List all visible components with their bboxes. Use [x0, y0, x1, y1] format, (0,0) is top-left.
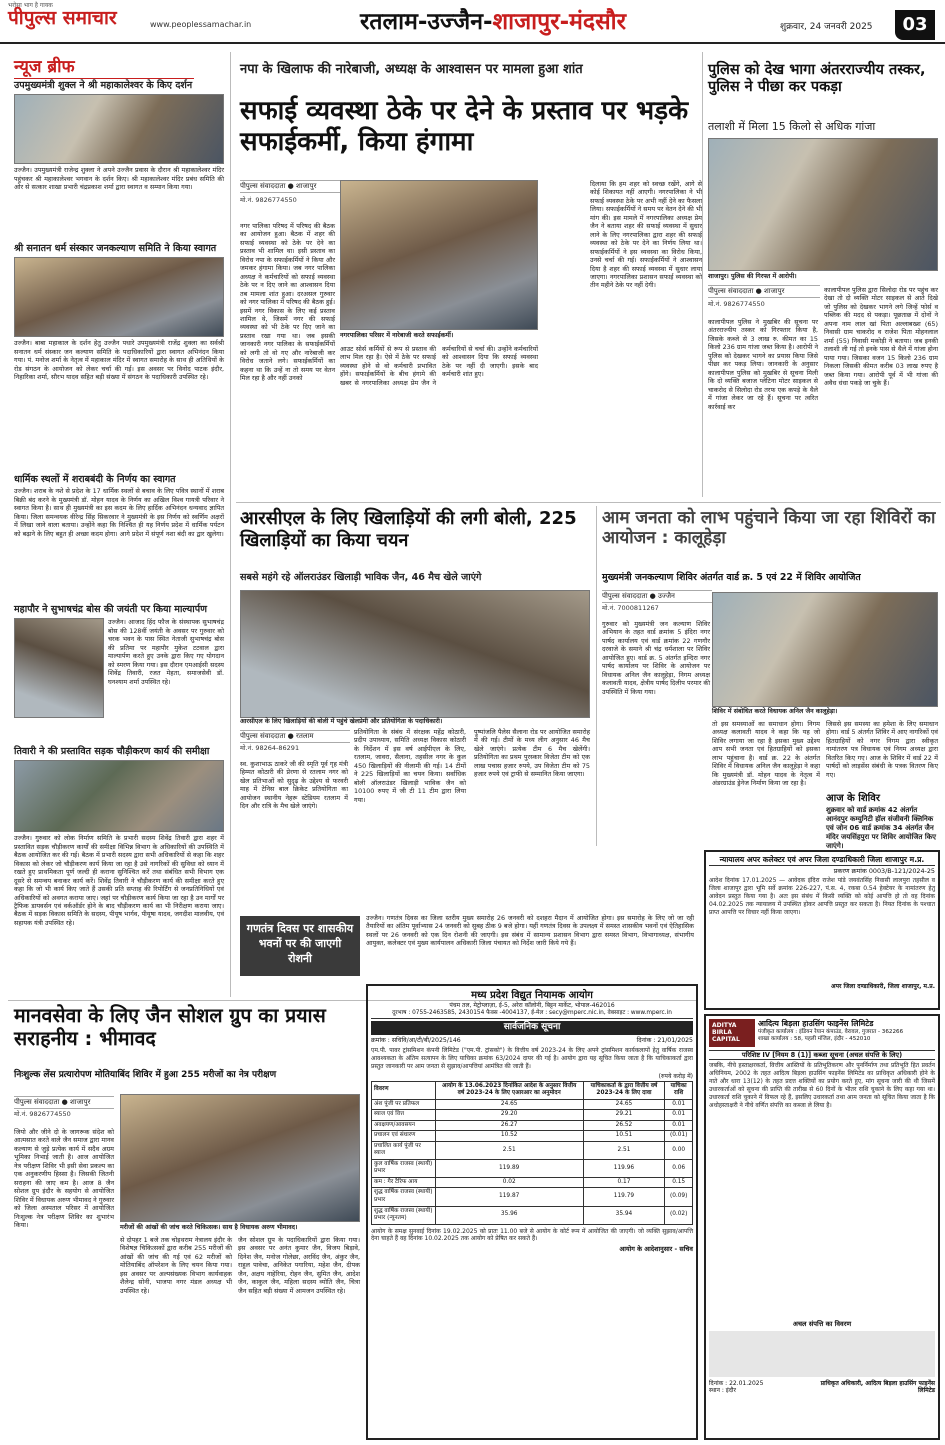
- notice-table-unit: (रुपये करोड़ में): [658, 1072, 693, 1080]
- rcl-subhead: सबसे महंगे रहे ऑलराउंडर खिलाड़ी भाविक जैन, 46 मैच खेले जाएंगे: [240, 572, 482, 583]
- table-cell: 29.21: [583, 1110, 665, 1121]
- today-camps-head: आज के शिविर: [826, 793, 880, 804]
- notice-ref-date: दिनांक : 21/01/2025: [636, 1037, 693, 1045]
- notice-address: पंचम तल, मेट्रोप्लाज़ा, ई-5, अरेरा कॉलोनी, बिट्टन मार्केट, भोपाल-462016: [449, 1002, 615, 1009]
- table-cell: 26.52: [583, 1120, 665, 1131]
- police-col-1: कालापीपल पुलिस ने मुखबिर की सूचना पर अंतरराज्यीय तस्कर को गिरफ्तार किया है, जिसके कब्जे से 3 लाख रु. कीमत का 15 किलो 236 ग्राम गांजा जब्त किया है। आरोपी ने पुलिस को देखकर भागने का प्रयास किया जिसे पीछा कर पकड़ लिया। जानकारी के अनुसार कालापीपल पुलिस को मुखबिर से सूचना मिली कि दो व्यक्ति बजाज प्लेटिना मोटर साइकल से चाकरोद से सिलोदा रोड तरफ एक कपड़े के थैले में गांजा लेकर जा रहे हैं। सूचना पर त्वरित कार्रवाई कर: [708, 318, 818, 411]
- section-divider: [236, 502, 941, 503]
- brief-headline: श्री सनातन धर्म संस्कार जनकल्याण समिति ने किया स्वागत: [14, 243, 217, 254]
- jain-byline: पीपुल्स संवाददाता ● शाजापुर: [14, 1096, 114, 1109]
- brief-photo: [14, 257, 224, 337]
- table-row: [372, 1177, 693, 1188]
- brief-text: उज्जैन। आजाद हिंद फौज के संस्थापक सुभाषचंद्र बोस की 128वीं जयंती के अवसर पर गुरुवार को चरक भवन के पास स्थित नेताजी सुभाषचंद्र बोस की प्रतिमा पर महापौर मुकेश टटवाल द्वारा माल्यार्पण करते हुए उनके द्वारा किए गए योगदान को स्मरण किया गया। इस दौरान एमआईसी सदस्य शिवेंद्र तिवारी, रजत मेहता, समाजसेवी डॉ. घनश्याम शर्मा उपस्थित रहे।: [108, 618, 224, 686]
- table-cell: 10.51: [583, 1131, 665, 1142]
- table-cell: 0.01: [665, 1099, 693, 1110]
- camp-photo-caption: शिविर में संबोधित करते विधायक अनिल जैन कालूहेड़ा।: [712, 708, 838, 715]
- table-cell: कुल वार्षिक राजस्व (स्थायी) प्रभार: [372, 1159, 436, 1177]
- brief-item-1: [14, 80, 224, 200]
- table-row: [372, 1099, 693, 1110]
- column-divider: [596, 506, 597, 846]
- camp-subhead: मुख्यमंत्री जनकल्याण शिविर अंतर्गत वार्ड क्र. 5 एवं 22 में शिविर आयोजित: [602, 572, 861, 583]
- table-cell: 26.27: [435, 1120, 583, 1131]
- table-cell: ब्याज एवं वित्त: [372, 1110, 436, 1121]
- today-camps-text: शुक्रवार को वार्ड क्रमांक 42 अंतर्गत आनंदपुर कम्युनिटी हॉल संजीवनी क्लिनिक एवं जोन 06 वार्ड क्रमांक 34 अंतर्गत जैन मंदिर जयसिंहपुरा पर शिविर आयोजित किए जाएंगे।: [826, 806, 936, 851]
- aditya-schedule-box: [709, 1331, 935, 1377]
- aditya-logo: ADITYA BIRLA CAPITAL: [709, 1019, 755, 1047]
- table-cell: (0.02): [665, 1206, 693, 1224]
- column-divider: [230, 52, 231, 997]
- lead-headline: सफाई व्यवस्था ठेके पर देने के प्रस्ताव पर भड़के सफाईकर्मी, किया हंगामा: [240, 96, 689, 158]
- table-cell: 0.17: [583, 1177, 665, 1188]
- table-row: [372, 1159, 693, 1177]
- court-case-number: प्रकरण क्रमांक 0003/B-121/2024-25: [833, 866, 935, 875]
- notice-paragraph: एम.पी. पावर ट्रांसमिशन कंपनी लिमिटेड ("एम.पी. ट्रांसको") के वित्तीय वर्ष 2023-24 के लिए अपने ट्रांसमिशन कार्यकलापों हेतु वार्षिक राजस्व आवश्यकता के अंतिम सत्यापन के लिए याचिका क्रमांक 63/2024 दायर की गई है। आयोग द्वारा यह सूचित किया जाता है कि याचिकाकर्ता द्वारा प्रस्तुत जानकारी पर आम जनता से सुझाव/आपत्तियां आमंत्रित की जाती हैं।: [371, 1047, 693, 1070]
- table-cell: 24.65: [583, 1099, 665, 1110]
- court-notice: [704, 850, 940, 1010]
- brief-item-2: [14, 243, 224, 463]
- table-body: [372, 1099, 693, 1224]
- aditya-notice-heading: परिशिष्ट IV [नियम 8 (1)] कब्जा सूचना (अचल संपत्ति के लिए): [709, 1050, 935, 1061]
- brief-headline: तिवारी ने की प्रस्तावित सड़क चौड़ीकरण कार्य की समीक्षा: [14, 746, 210, 757]
- table-cell: 119.96: [583, 1159, 665, 1177]
- table-row: [372, 1110, 693, 1121]
- table-cell: 10.52: [435, 1131, 583, 1142]
- camp-col-1: गुरुवार को मुख्यमंत्री जन कल्याण शिविर अभियान के तहत वार्ड क्रमांक 5 इंदिरा नगर पार्षद कार्यालय एवं वार्ड क्रमांक 22 गणगौर दरवाजे के समाने श्री चंद्र धर्मशाला पर शिविर आयोजित हुए। वार्ड क्र. 5 अंतर्गत इन्दिरा नगर पार्षद कार्यालय पर शिविर के आयोजन पर विधायक अनिल जैन कालूहेड़ा, निगम अध्यक्ष कलावती यादव, क्षेत्रीय पार्षद दिलीप परमार की उपस्थिति में किया गया।: [602, 620, 710, 696]
- police-photo: [708, 138, 938, 271]
- police-subhead: तलाशी में मिला 15 किलो से अधिक गांजा: [708, 120, 876, 133]
- lead-col-3: दिलाया कि हम शहर को स्वच्छ रखेंगे, आगे से कोई शिकायत नहीं आएगी। नगरपालिका ने भी सफाई व्यवस्था ठेके पर अभी नहीं देने का फैसला लिया। सफाईकर्मियों ने समय पर वेतन देने की भी मांग की। इस मामले में नगरपालिका अध्यक्ष प्रेम जैन ने बताया शहर की सफाई व्यवस्था में सुधार लाने के लिए नगरपालिका द्वारा शहर की सफाई व्यवस्था को ठेके पर देने का निर्णय लिया था। सफाईकर्मियों ने इस व्यवस्था का विरोध किया, उनसे चर्चा की गई। सफाईकर्मियों ने आश्वासन दिया है शहर की सफाई व्यवस्था में सुधार लाया जाएगा। नगरपालिका प्रशासन सफाई व्यवस्था को तीन महीने ठेके पर नहीं देगी।: [590, 180, 702, 290]
- camp-col-3: जिससे इस समस्या का हमेशा के लिए समाधान होगा। वार्ड 5 अंतर्गत शिविर में आए नागरिकों एवं हितग्राहियों को नगर निगम द्वारा स्वीकृत नामांतरण पत्र विधायक एवं निगम अध्यक्ष द्वारा वितरित किए गए। आज के शिविर में वार्ड 22 में पार्षदों को लाइसेंस संबंधी के पत्रक वितरण किए गए।: [826, 720, 938, 779]
- table-header-cell: याचिकाकर्ता के द्वारा वित्तीय वर्ष 2023-24 के लिए दावा: [583, 1081, 665, 1099]
- table-header-cell: आयोग के 13.06.2023 दिनांकित आदेश के अनुसार वित्तीय वर्ष 2023-24 के लिए एआरआर का अनुमोदन: [435, 1081, 583, 1099]
- table-cell: अवक्षयण/आवसयन: [372, 1120, 436, 1131]
- table-cell: 0.01: [665, 1120, 693, 1131]
- lead-photo: [340, 180, 538, 330]
- police-photo-caption: शाजापुर। पुलिस की गिरफ्त में आरोपी।: [708, 273, 797, 280]
- brief-headline: महापौर ने सुभाषचंद्र बोस की जयंती पर किया माल्यार्पण: [14, 604, 208, 615]
- aditya-birla-notice: [704, 1014, 940, 1440]
- republic-day-text: उज्जैन। गणतंत्र दिवस का जिला स्तरीय मुख्य समारोह 26 जनवरी को दशहरा मैदान में आयोजित होगा। इस समारोह के लिए जो जा रही तैयारियों का अंतिम पूर्वाभ्यास 24 जनवरी को सुबह ठीक 9 बजे होगा। यहीं गणतंत्र दिवस के उपलक्ष्य में समस्त शासकीय भवनों एवं ऐतिहासिक स्थलों पर 26 जनवरी को एक दिन रोशनी की जाएगी। इस संबंध में सामान्य प्रशासन विभाग द्वारा समस्त विभाग, विभागाध्यक्ष, संभागीय आयुक्त, कलेक्टर एवं मुख्य कार्यपालन अधिकारी जिला पंचायत को निर्देश जारी किये गये हैं।: [366, 914, 694, 948]
- table-cell: 0.01: [665, 1110, 693, 1121]
- aditya-schedule-head: अचल संपत्ति का विवरण: [792, 1320, 852, 1329]
- rcl-headline: आरसीएल के लिए खिलाड़ियों की लगी बोली, 225 खिलाड़ियों का किया चयन: [240, 508, 577, 551]
- jain-col-3: जैन सोशल ग्रुप के पदाधिकारियों द्वारा किया गया। इस अवसर पर अनंत कुमार जैन, विजय बिड़ावे, दिनेश जैन, मनोज गोलेछा, अरविंद जैन, अंकुर जैन, राहुल पावेचा, अनिकेत पगारिया, महेश जैन, दीपक जैन, अक्षय नाहेरिया, रोहन जैन, सुमित जैन, आदेश जैन, काकुल जैन, महिला सदस्य व्योति जैन, चित्रा जैन सहित बड़ी संख्या में आमजन उपस्थित रहे।: [238, 1236, 360, 1295]
- table-cell: 29.20: [435, 1110, 583, 1121]
- table-header-cell: विवरण: [372, 1081, 436, 1099]
- table-cell: 0.15: [665, 1177, 693, 1188]
- lead-byline: पीपुल्स संवाददाता ● शाजापुर: [240, 180, 430, 193]
- notice-footer: आयोग के समक्ष सुनवाई दिनांक 19.02.2025 को प्रातः 11.00 बजे से आयोग के कोर्ट रूम में आयोजित की जाएगी। जो व्यक्ति सुझाव/आपत्ति देना चाहते हैं वह दिनांक 10.02.2025 तक आयोग को प्रेषित कर सकते हैं।: [371, 1227, 693, 1243]
- table-cell: 119.89: [435, 1159, 583, 1177]
- region-title: रतलाम-उज्जैन-शाजापुर-मंदसौर: [360, 9, 627, 35]
- brief-photo: [14, 94, 224, 164]
- table-cell: 24.65: [435, 1099, 583, 1110]
- brief-photo: [14, 618, 104, 718]
- table-cell: 35.96: [435, 1206, 583, 1224]
- police-byline: पीपुल्स संवाददाता ● शाजापुर: [708, 285, 820, 298]
- table-row: [372, 1120, 693, 1131]
- table-cell: 119.87: [435, 1188, 583, 1206]
- jain-mobile: मो.नं. 9826774550: [14, 1110, 71, 1118]
- page-number: 03: [895, 10, 935, 40]
- table-cell: 2.51: [435, 1141, 583, 1159]
- republic-day-box: गणतंत्र दिवस पर शासकीय भवनों पर की जाएगी रोशनी: [240, 916, 360, 976]
- brief-caption: उज्जैन। बाबा महाकाल के दर्शन हेतु उज्जैन पधारे उपमुख्यमंत्री राजेंद्र शुक्ला का सर्वश्री सनातन धर्म संस्कार जन कल्याण समिति के पदाधिकारियों द्वारा स्वागत अभिनंदन किया गया। पं. मनोज शर्मा के नेतृत्व में महाकाल मंदिर में स्वागत समारोह के साथ ही अतिथियों के रोड संगठन के आयोजन को लेकर चर्चा की गई। इस अवसर पर विनोद पाटक इंदौर, निहारिका शर्मा, सौरभ यादव सहित बड़ी संख्या में संगठन के पदाधिकारी उपस्थित रहे।: [14, 339, 224, 382]
- camp-col-2: तो इस समस्याओं का समाधान होगा। निगम अध्यक्ष कलावती यादव ने कहा कि यह जो शिविर लगाया जा रहा है इसका मुख्य उद्देश्य आप सभी जनता एवं हितग्राहियों को इसका लाभ पहुंचाना है। वार्ड क्र. 22 के अंतर्गत शिविर में विधायक अनिल जैन कालूहेड़ा ने कहा कि मुख्यमंत्री डॉ. मोहन यादव के नेतृत्व में अंडरग्राउंड ड्रेनेज निर्माण किया जा रहा है।: [712, 720, 820, 788]
- police-col-2: कालापीपल पुलिस द्वारा सिलोदा रोड पर पहुंच कर देखा तो दो व्यक्ति मोटर साइकल से आते दिखे जो पुलिस को देखकर भागने लगे जिन्हें फोर्स व पब्लिक की मदद से पकड़ा। पूछताछ में दोनों ने अपना नाम लाल खां पिता अल्लाबख्श (65) निवासी ग्राम चाकरोद व राजेश पिता मोहनलाल शर्मा (55) निवासी मकोड़ी ने बताया। जब इनकी तलाशी ली गई तो इनके पास से थैले में गांजा होना पाया गया। जिसका वजन 15 किलो 236 ग्राम निकला जिसकी कीमत करीब 03 लाख रुपए है जब्त किया गया। आरोपी पूर्व में भी गांजा की अवैध धंधा पकड़े जा चुके हैं।: [824, 286, 938, 387]
- table-header-row: [372, 1081, 693, 1099]
- jain-headline: मानवसेवा के लिए जैन सोशल ग्रुप का प्रयास सराहनीय : भीमावद: [14, 1004, 326, 1051]
- aditya-title: आदित्य बिड़ला हाउसिंग फाइनेंस लिमिटेड: [758, 1019, 874, 1028]
- court-notice-text: आदेश दिनांक 17.01.2025 — आवेदक इंदिरा राजेश पांडे जयवंतसिंह निवासी लालपुरा तहसील व जिला शाजापुर द्वारा भूमि सर्वे क्रमांक 226-227, पं.स. 4, रकबा 0.54 हेक्टेयर के नामांतरण हेतु आवेदन प्रस्तुत किया गया है। अतः इस संबंध में किसी व्यक्ति को कोई आपत्ति हो तो वह दिनांक 04.02.2025 तक न्यायालय में उपस्थित होकर आपत्ति प्रस्तुत कर सकता है। नियत दिनांक के पश्चात प्राप्त आपत्ति पर विचार नहीं किया जाएगा।: [709, 877, 935, 916]
- brief-text: उज्जैन। शराब के नशे से प्रदेश के 17 धार्मिक स्थलों से बचाव के लिए पवित्र स्थानों में शराब बिक्री बंद करने के मुख्यमंत्री डॉ. मोहन यादव के निर्णय का अखिल विश्व गायत्री परिवार ने स्वागत किया है। साथ ही मुख्यमंत्री का इस कदम के लिए हार्दिक अभिनंदन धन्यवाद ज्ञापित किया। जिला समन्वयक वीरेन्द्र सिंह सिकरवार ने मुख्यमंत्री के इस निर्णय को स्वर्णिम अक्षरों में लिखा जाने वाला बताया। उन्होंने कहा कि निश्चित ही यह निर्णय प्रदेश में धार्मिक पर्यटन को बढ़ाने के लिए बहुत ही अच्छा कदम होगा। आगे प्रदेश में संपूर्ण नशा बंदी का द्वार खुलेगा।: [14, 487, 224, 538]
- rcl-col-2: प्रतियोगिता के संबंध में संरक्षक महेंद्र कोठारी, प्रदीप उपाध्याय, समिति अध्यक्ष विकास कोठारी के निर्देशन में इस वर्ष आईपीएल के लिए, रतलाम, जावरा, सैलाना, तहसील नगर के कुल 450 खिलाड़ियों की नीलामी की गई। 14 टीमों ने 225 खिलाड़ियों का चयन किया। सर्वाधिक बोली ऑलराउंडर खिलाड़ी भाविक जैन को 10100 रुपए में जी टी 11 टीम द्वारा लिया गया।: [354, 728, 466, 804]
- table-cell: 0.06: [665, 1159, 693, 1177]
- jain-col-2: से दोपहर 1 बजे तक चोइथराम नेत्रालय इंदौर के विशेषज्ञ चिकित्सकों द्वारा करीब 255 मरीजों की आंखों की जांच की गई एवं 62 मरीजों को मोतियाबिंद ऑपरेशन के लिए चयन किया गया। इस अवसर पर अल्पसंख्यक विभाग कार्यवाहक शैलेन्द्र सोनी, भाजपा नगर मंडल अध्यक्ष भी उपस्थित रहे।: [120, 1236, 232, 1295]
- lead-photo-caption: नगरपालिका परिसर में नारेबाजी करते सफाईकर्मी।: [340, 332, 454, 339]
- table-cell: प्रचालित कार्य पूंजी पर ब्याज: [372, 1141, 436, 1159]
- brief-item-4: [14, 604, 224, 744]
- table-row: [372, 1131, 693, 1142]
- issue-date: शुक्रवार, 24 जनवरी 2025: [780, 22, 873, 32]
- aditya-notice-text: जबकि, नीचे हस्ताक्षरकर्ता, वित्तीय आस्तियों के प्रतिभूतिकरण और पुनर्निर्माण तथा प्रतिभूति हित प्रवर्तन अधिनियम, 2002 के तहत आदित्य बिड़ला हाउसिंग फाइनेंस लिमिटेड का प्राधिकृत अधिकारी होने के नाते और धारा 13(12) के तहत प्रदत्त शक्तियों का प्रयोग करते हुए, मांग सूचना जारी की थी जिसमें उधारकर्ताओं को सूचना की प्राप्ति की तारीख से 60 दिनों के भीतर राशि चुकाने के लिए कहा गया था। उधारकर्ता राशि चुकाने में विफल रहे हैं, इसलिए उधारकर्ता तथा आम जनता को सूचित किया जाता है कि अधोहस्ताक्षरी ने नीचे वर्णित संपत्ति का कब्जा ले लिया है।: [709, 1062, 935, 1109]
- camp-headline: आम जनता को लाभ पहुंचाने किया जा रहा शिविरों का आयोजन : कालूहेड़ा: [602, 508, 936, 549]
- brief-caption: उज्जैन। उपमुख्यमंत्री राजेन्द्र शुक्ला ने अपने उज्जैन प्रवास के दौरान श्री महाकालेश्वर मंदिर पहुंचकर श्री महाकालेश्वर भगवान के दर्शन किए। श्री महाकालेश्वर मंदिर प्रबंध समिति की ओर से सत्कार शाखा प्रभारी चंद्रप्रकाश शर्मा द्वारा स्वागत व सम्मान किया गया।: [14, 166, 224, 192]
- notice-phone: दूरभाष : 0755-2463585, 2430154 फैक्स -4004137, ई-मेल : secy@mperc.nic.in, वेबसाइट : www.mperc.in: [371, 1010, 693, 1020]
- table-cell: 119.79: [583, 1188, 665, 1206]
- masthead: [0, 0, 945, 44]
- brief-headline: धार्मिक स्थलों में शराबबंदी के निर्णय का स्वागत: [14, 474, 176, 485]
- brand-logo[interactable]: [8, 2, 148, 36]
- lead-kicker: नपा के खिलाफ की नारेबाजी, अध्यक्ष के आश्वासन पर मामला हुआ शांत: [240, 62, 583, 77]
- jain-col-1: जियो और जीने दो के जागरूक संदेश को आत्मसात करते वाले जैन समाज द्वारा मानव कल्याण से जुड़े प्रत्येक कार्य में सदैव अग्रम भूमिका निभाई जाती है। आज आयोजित नेत्र परीक्षण शिविर भी इसी सेवा प्रकल्प का एक अनुकरणीय हिस्सा है। जिसकी जितनी सराहना की जाए कम है। आज 8 जैन सोशल ग्रुप इंदौर के सहयोग से आयोजित शिविर में विधायक अरुण भीमावद ने गुरुवार को जिला अस्पताल परिसर में आयोजित निःशुल्क नेत्र परीक्षण शिविर का शुभारंभ किया।: [14, 1128, 114, 1229]
- brief-item-3: [14, 474, 224, 594]
- brand-tagline: भरोसा भाग है गायक: [8, 2, 53, 9]
- table-cell: 35.94: [583, 1206, 665, 1224]
- site-url[interactable]: www.peoplessamachar.in: [150, 20, 252, 29]
- notice-title: मध्य प्रदेश विद्युत नियामक आयोग: [471, 990, 593, 1001]
- brief-item-5: [14, 746, 224, 996]
- notice-sign: आयोग के आदेशानुसार - सचिव: [619, 1245, 693, 1254]
- aditya-date: दिनांक : 22.01.2025: [709, 1379, 764, 1387]
- table-cell: प्रचालन एवं संधारण: [372, 1131, 436, 1142]
- table-cell: (0.09): [665, 1188, 693, 1206]
- rcl-byline: पीपुल्स संवाददाता ● रतलाम: [240, 730, 350, 743]
- rcl-col-3: पुष्पांजलि पैलेस सैलाना रोड पर आयोजित समारोह में की गई। टीमों के मध्य लीग अनुसार 46 मैच खेले जाएंगे। प्रत्येक टीम 6 मैच खेलेंगी। प्रतियोगिता का प्रथम पुरस्कार विजेता टीम को एक लाख पचास हजार रुपये, उप विजेता टीम को 75 हजार रुपये एवं ट्राफी से सम्मानित किया जाएगा।: [474, 728, 590, 779]
- table-cell: शुद्ध वार्षिक राजस्व (स्थायी) प्रभार (न्यूनतम): [372, 1206, 436, 1224]
- court-notice-title: न्यायालय अपर कलेक्टर एवं अपर जिला दण्डाधिकारी जिला शाजापुर म.प्र.: [709, 855, 935, 866]
- column-divider: [702, 52, 703, 497]
- regulatory-notice: [366, 984, 698, 1440]
- table-row: [372, 1206, 693, 1224]
- rcl-photo-caption: आरसीएल के लिए खिलाड़ियों की बोली में पहुंचे खेलप्रेमी और प्रतियोगिता के पदाधिकारी।: [240, 718, 443, 725]
- court-notice-sign: अपर जिला दण्डाधिकारी, जिला शाजापुर, म.प्र.: [831, 983, 935, 991]
- table-cell: शुद्ध वार्षिक राजस्व (स्थायी) प्रभार: [372, 1188, 436, 1206]
- brief-photo: [14, 760, 224, 832]
- camp-photo: [712, 592, 938, 707]
- jain-subhead: निःशुल्क लेंस प्रत्यारोपण मोतियाबिंद शिविर में हुआ 255 मरीजों का नेत्र परीक्षण: [14, 1070, 277, 1080]
- lead-col-1: नगर पालिका परिषद में परिषद की बैठक का आयोजन हुआ। बैठक में शहर की सफाई व्यवस्था को ठेके पर देने का प्रस्ताव भी शामिल था। इसी प्रस्ताव का विरोध नपा के सफाईकर्मियों ने किया और जमकर हंगामा किया। जब नगर पालिका अध्यक्ष ने कर्मचारियों को सफाई व्यवस्था ठेके पर न दिए जाने का आश्वासन दिया तब मामला शांत हुआ। दरअसल गुरुवार को नगर पालिका में परिषद की बैठक हुई। इसमें नगर विकास के लिए कई प्रस्ताव शामिल थे, जिसमें नगर की सफाई व्यवस्था को भी ठेके पर दिए जाने का प्रस्ताव रखा गया था। जब इसकी जानकारी नगर पालिका के सफाईकर्मियों को लगी तो वो गए और नारेबाजी कर विरोध जताने लगे। सफाईकर्मियों का कहना था कि उन्हें ना तो समय पर वेतन मिल रहा है और नहीं उनको: [240, 222, 335, 383]
- table-cell: कम : गैर टैरिफ आय: [372, 1177, 436, 1188]
- table-header-cell: याचिका राशि: [665, 1081, 693, 1099]
- lead-col-2: आउट सोर्स कर्मियों से रूप से प्रस्ताव की लाभ मिल रहा है। ऐसे में ठेके पर सफाई व्यवस्था होने से वो कर्मचारी प्रभावित होंगे। सफाईकर्मियों के बीच हंगामे की खबर से नगरपालिका अध्यक्ष प्रेम जैन ने कर्मचारियों से चर्चा की। उन्होंने कर्मचारियों को आश्वासन दिया कि सफाई व्यवस्था ठेके पर नहीं दी जाएगी। इसके बाद कर्मचारी शांत हुए।: [340, 345, 538, 387]
- aditya-place: स्थान : इंदौर: [709, 1387, 736, 1395]
- news-brief-title: न्यूज ब्रीफ: [14, 56, 194, 79]
- aditya-branch: शाखा कार्यालय : 58, पहली मंजिल, इंदौर - 452010: [758, 1036, 871, 1043]
- aditya-sign: प्राधिकृत अधिकारी, आदित्य बिड़ला हाउसिंग फाइनेंस लिमिटेड: [820, 1379, 935, 1395]
- table-cell: (0.01): [665, 1131, 693, 1142]
- brand-name: पीपुल्स समाचार: [8, 7, 117, 29]
- table-row: [372, 1188, 693, 1206]
- jain-photo: [120, 1094, 360, 1222]
- camp-byline: पीपुल्स संवाददाता ● उज्जैन: [602, 590, 712, 603]
- lead-mobile: मो.नं. 9826774550: [240, 196, 297, 204]
- camp-mobile: मो.नं. 7000811267: [602, 604, 659, 612]
- brief-headline: उपमुख्यमंत्री शुक्ल ने श्री महाकालेश्वर के किए दर्शन: [14, 80, 193, 91]
- police-mobile: मो.नं. 9826774550: [708, 300, 765, 308]
- rcl-col-1: स्व. कुशाभाऊ ठाकरे जी की स्मृति पूर्व गृह मंत्री हिम्मत कोठारी की प्रेरणा से रतलाम नगर को खेल प्रतिभाओं को सुदृढ़ के उद्देश्य से फरवरी माह में टेनिस बाल क्रिकेट प्रतियोगिता का आयोजन स्थानीय नेहरू स्टेडियम रतलाम में दिन और रात्रि के मैच खेले जाएंगे।: [240, 760, 348, 811]
- table-cell: 2.51: [583, 1141, 665, 1159]
- notice-table: [371, 1081, 693, 1225]
- brief-caption: उज्जैन। गुरुवार को लोक निर्माण समिति के प्रभारी सदस्य शिवेंद्र तिवारी द्वारा शहर में प्रस्तावित सड़क चौड़ीकरण कार्यों की समीक्षा विभिन्न विभाग के अधिकारियों की उपस्थिति में बैठक आयोजित कर की गई। बैठक में प्रभारी सदस्य द्वारा सभी अधिकारियों से कहा कि शहर विकास को लेकर जो चौड़ीकरण कार्य किया जा रहा है उसे नागरिकों की सुविधा को ध्यान में रखते हुए प्राथमिकता पूर्ण जल्दी ही कराना सुनिश्चित करें तथा संबंधित सभी विभाग एक दूसरे से समन्वय बनाकर कार्य करें। शिवेंद्र तिवारी ने चौड़ीकरण कार्य की समीक्षा करते हुए कहा कि जो भी कार्य किए जाते हैं उसकी प्रति सप्ताह की रिपोर्टिंग से जनप्रतिनिधियों एवं अधिकारियों को अवगत कराया जाए। जहां पर चौड़ीकरण कार्य किया जा रहा है उन मार्गों पर ट्रैफिक डायवर्सन एवं वर्कऑर्डर होने के बाद चौड़ीकरण कार्य का भी निरीक्षण कराया जाए। बैठक में सड़क विकास समिति के सदस्य, पीयूष भार्गव, पीयूषा यादव, जगदीश मालवीय, एवं सहायक यंत्री उपस्थित रहे।: [14, 834, 224, 927]
- notice-ref-number: क्रमांक : सचिवि/आ/टी/बी/2025/146: [371, 1037, 461, 1045]
- table-cell: 0.00: [665, 1141, 693, 1159]
- aditya-address: पंजीकृत कार्यालय : इंडियन रेयान कंपाउंड, वेरावल, गुजरात - 362266: [758, 1029, 904, 1036]
- rcl-mobile: मो.नं. 98264-86291: [240, 744, 300, 752]
- notice-heading: सार्वजनिक सूचना: [371, 1021, 693, 1035]
- table-cell: 0.02: [435, 1177, 583, 1188]
- jain-photo-caption: मरीजों की आंखों की जांच करते चिकित्सक। साथ है विधायक अरुण भीमावद।: [120, 1224, 298, 1231]
- table-row: [372, 1141, 693, 1159]
- table-cell: अंश पूंजी पर प्रतिफल: [372, 1099, 436, 1110]
- rcl-photo: [240, 590, 590, 718]
- police-headline: पुलिस को देख भागा अंतरराज्यीय तस्कर, पुलिस ने पीछा कर पकड़ा: [708, 62, 926, 96]
